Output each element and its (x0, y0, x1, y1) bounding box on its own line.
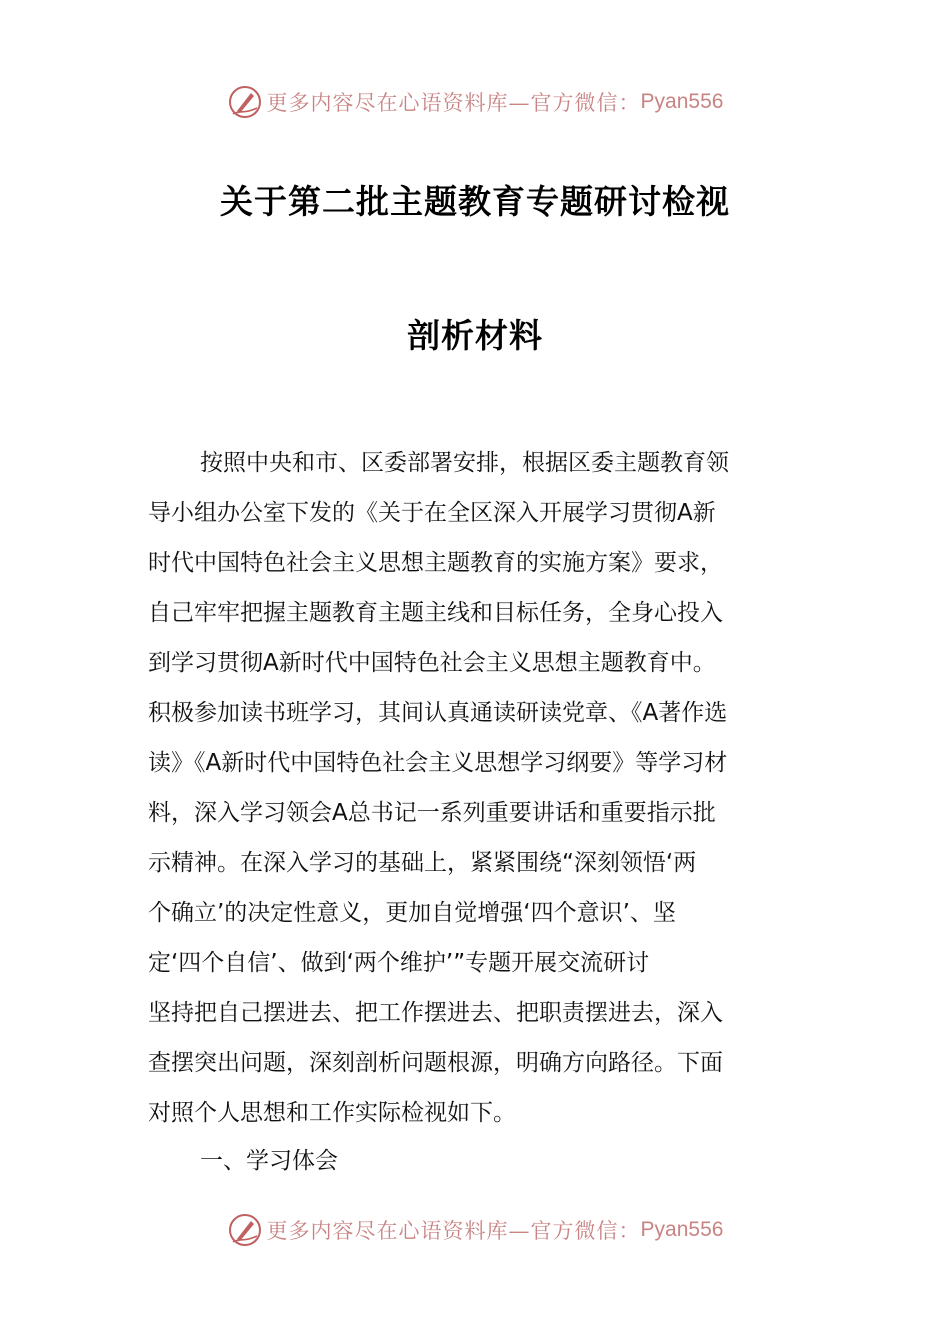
document-title-line-2: 剖析材料 (407, 316, 543, 355)
paragraph-line: 导小组办公室下发的《关于在全区深入开展学习贯彻A新 (148, 500, 716, 526)
watermark-bottom (0, 1208, 950, 1252)
paragraph-line: 坚持把自己摆进去、把工作摆进去、把职责摆进去，深入 (148, 1000, 723, 1026)
quill-logo-icon (227, 84, 263, 120)
paragraph-line: 积极参加读书班学习，其间认真通读研读党章、《A著作选 (148, 700, 728, 726)
document-title-line-1: 关于第二批主题教育专题研讨检视 (220, 182, 730, 221)
paragraph-line: 示精神。在深入学习的基础上，紧紧围绕“深刻领悟‘两 (148, 850, 697, 876)
watermark-text: 更多内容尽在心语资料库—官方微信： (266, 1219, 641, 1243)
paragraph-line: 对照个人思想和工作实际检视如下。 (148, 1100, 516, 1126)
watermark-text: 更多内容尽在心语资料库—官方微信： (266, 91, 641, 115)
paragraph-line: 自己牢牢把握主题教育主题主线和目标任务，全身心投入 (148, 600, 723, 626)
paragraph-line: 到学习贯彻A新时代中国特色社会主义思想主题教育中。 (148, 650, 716, 676)
section-heading: 一、学习体会 (200, 1148, 338, 1174)
paragraph-line: 个确立’的决定性意义，更加自觉增强‘四个意识’、坚 (148, 900, 676, 926)
paragraph-line: 读》《A新时代中国特色社会主义思想学习纲要》等学习材 (148, 750, 728, 776)
body-paragraph (148, 438, 808, 1138)
watermark-wechat-id: Pyan556 (640, 1218, 724, 1241)
paragraph-line: 按照中央和市、区委部署安排，根据区委主题教育领 (200, 450, 729, 476)
paragraph-line: 定‘四个自信’、做到‘两个维护’”专题开展交流研讨 (148, 950, 650, 976)
quill-logo-icon (227, 1212, 263, 1248)
watermark-wechat-id: Pyan556 (640, 90, 724, 113)
paragraph-line: 时代中国特色社会主义思想主题教育的实施方案》要求， (148, 550, 723, 576)
paragraph-line: 料，深入学习领会A总书记一系列重要讲话和重要指示批 (148, 800, 716, 826)
paragraph-line: 查摆突出问题，深刻剖析问题根源，明确方向路径。下面 (148, 1050, 723, 1076)
watermark-top (0, 80, 950, 124)
